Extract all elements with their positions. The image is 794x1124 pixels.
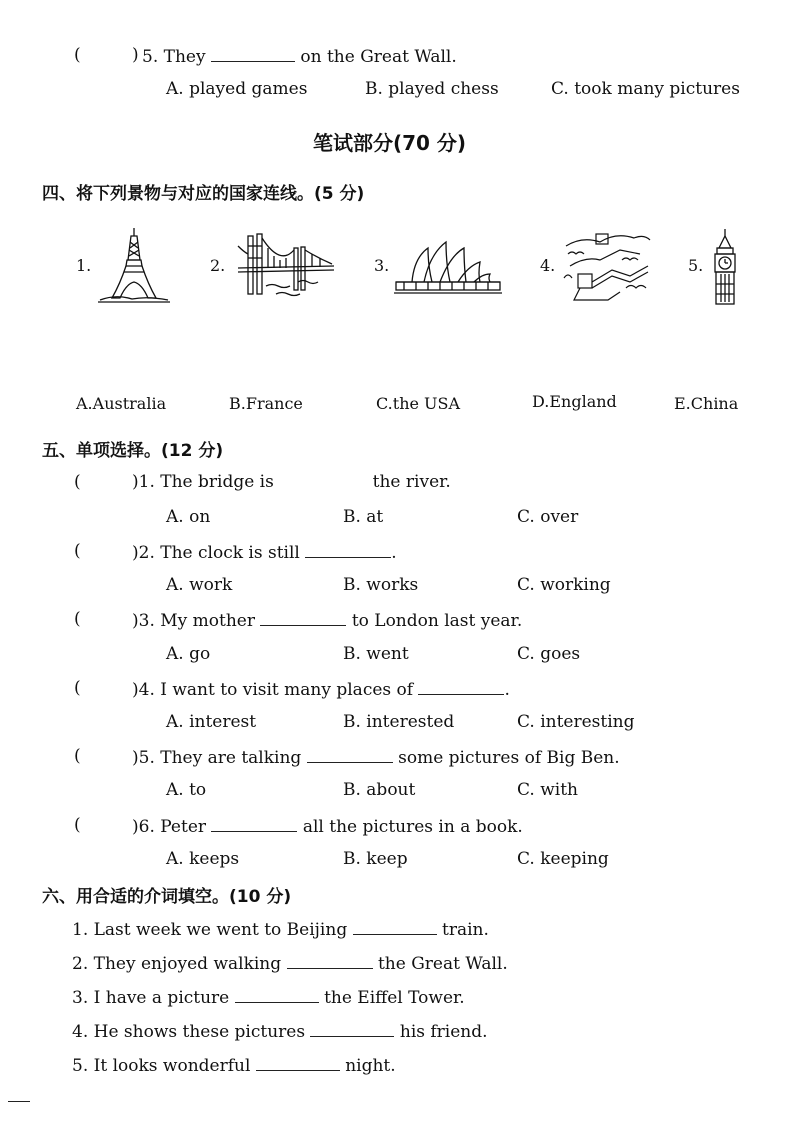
option-b: B. interested bbox=[343, 712, 455, 732]
country-label: D.England bbox=[532, 392, 617, 411]
great-wall-icon bbox=[560, 226, 652, 304]
stem-text: some pictures of Big Ben. bbox=[398, 748, 620, 768]
item-number: 5. bbox=[688, 256, 704, 275]
stem-text: )1. The bridge is bbox=[132, 472, 274, 492]
option-a: A. go bbox=[166, 644, 211, 664]
stem-text: the river. bbox=[372, 472, 451, 492]
answer-paren-open: ( bbox=[74, 815, 81, 835]
item-number: 4. bbox=[540, 256, 556, 275]
stem-text: to London last year. bbox=[351, 611, 523, 631]
answer-paren-open: ( bbox=[74, 609, 81, 629]
fill-sentence bbox=[72, 986, 465, 1008]
option-c: C. keeping bbox=[517, 849, 609, 869]
fill-sentence bbox=[72, 952, 508, 974]
option-b: B. about bbox=[343, 780, 416, 800]
option-c: C. interesting bbox=[517, 712, 635, 732]
option-b: B. at bbox=[343, 507, 384, 527]
answer-paren-open: ( bbox=[74, 678, 81, 698]
answer-blank[interactable] bbox=[305, 541, 391, 558]
option-a: A. played games bbox=[166, 79, 308, 99]
answer-blank[interactable] bbox=[310, 1020, 394, 1037]
stem-text: . bbox=[504, 680, 510, 700]
page-corner-rule bbox=[8, 1101, 30, 1102]
fill-sentence bbox=[72, 1054, 396, 1076]
stem-text: )4. I want to visit many places of bbox=[132, 680, 414, 700]
answer-blank[interactable] bbox=[211, 815, 297, 832]
section-4-heading: 四、将下列景物与对应的国家连线。(5 分) bbox=[42, 184, 365, 204]
sentence-text: 4. He shows these pictures bbox=[72, 1022, 306, 1042]
sentence-text: 2. They enjoyed walking bbox=[72, 954, 282, 974]
answer-blank[interactable] bbox=[256, 1054, 340, 1071]
question-stem bbox=[142, 45, 457, 67]
answer-blank[interactable] bbox=[307, 746, 393, 763]
option-b: B. played chess bbox=[365, 79, 499, 99]
option-a: A. work bbox=[166, 575, 233, 595]
answer-blank[interactable] bbox=[235, 986, 319, 1003]
answer-blank[interactable] bbox=[211, 45, 295, 62]
sentence-text: the Eiffel Tower. bbox=[324, 988, 465, 1008]
sentence-text: the Great Wall. bbox=[377, 954, 508, 974]
answer-blank[interactable] bbox=[260, 609, 346, 626]
option-c: C. goes bbox=[517, 644, 581, 664]
question-stem bbox=[132, 678, 510, 700]
option-b: B. works bbox=[343, 575, 419, 595]
option-c: C. with bbox=[517, 780, 578, 800]
option-a: A. on bbox=[166, 507, 211, 527]
sentence-text: night. bbox=[345, 1056, 396, 1076]
answer-paren-close: ) bbox=[132, 45, 139, 65]
question-stem bbox=[132, 815, 523, 837]
sentence-text: his friend. bbox=[399, 1022, 488, 1042]
answer-blank[interactable] bbox=[353, 918, 437, 935]
answer-paren-open: ( bbox=[74, 45, 81, 65]
option-b: B. keep bbox=[343, 849, 408, 869]
sentence-text: train. bbox=[442, 920, 489, 940]
option-c: C. working bbox=[517, 575, 611, 595]
stem-text: )2. The clock is still bbox=[132, 543, 300, 563]
sentence-text: 1. Last week we went to Beijing bbox=[72, 920, 348, 940]
stem-text: on the Great Wall. bbox=[300, 47, 457, 67]
section-5-heading: 五、单项选择。(12 分) bbox=[42, 441, 224, 461]
answer-paren-open: ( bbox=[74, 746, 81, 766]
country-label: A.Australia bbox=[76, 394, 167, 413]
answer-paren-open: ( bbox=[74, 541, 81, 561]
section-title: 笔试部分(70 分) bbox=[313, 131, 467, 155]
sentence-text: 5. It looks wonderful bbox=[72, 1056, 251, 1076]
stem-text: all the pictures in a book. bbox=[302, 817, 523, 837]
answer-blank[interactable] bbox=[418, 678, 504, 695]
option-a: A. keeps bbox=[166, 849, 240, 869]
stem-text: )5. They are talking bbox=[132, 748, 302, 768]
option-c: C. over bbox=[517, 507, 579, 527]
golden-gate-bridge-icon bbox=[236, 232, 336, 304]
stem-text: )3. My mother bbox=[132, 611, 255, 631]
section-6-heading: 六、用合适的介词填空。(10 分) bbox=[42, 887, 292, 907]
option-b: B. went bbox=[343, 644, 409, 664]
option-a: A. interest bbox=[166, 712, 257, 732]
question-stem bbox=[132, 609, 522, 631]
big-ben-icon bbox=[708, 228, 742, 306]
sentence-text: 3. I have a picture bbox=[72, 988, 230, 1008]
question-stem bbox=[132, 541, 397, 563]
country-label: C.the USA bbox=[376, 394, 461, 413]
country-label: E.China bbox=[674, 394, 739, 413]
item-number: 3. bbox=[374, 256, 390, 275]
stem-text: 5. They bbox=[142, 47, 206, 67]
item-number: 1. bbox=[76, 256, 92, 275]
country-label: B.France bbox=[229, 394, 303, 413]
item-number: 2. bbox=[210, 256, 226, 275]
eiffel-tower-icon bbox=[96, 226, 172, 304]
question-stem bbox=[132, 746, 620, 768]
sydney-opera-house-icon bbox=[394, 238, 504, 296]
stem-text: . bbox=[391, 543, 397, 563]
question-stem bbox=[132, 472, 451, 492]
option-a: A. to bbox=[166, 780, 207, 800]
stem-text: )6. Peter bbox=[132, 817, 207, 837]
option-c: C. took many pictures bbox=[551, 79, 740, 99]
answer-blank[interactable] bbox=[287, 952, 373, 969]
fill-sentence bbox=[72, 1020, 488, 1042]
answer-paren-open: ( bbox=[74, 472, 81, 492]
fill-sentence bbox=[72, 918, 489, 940]
